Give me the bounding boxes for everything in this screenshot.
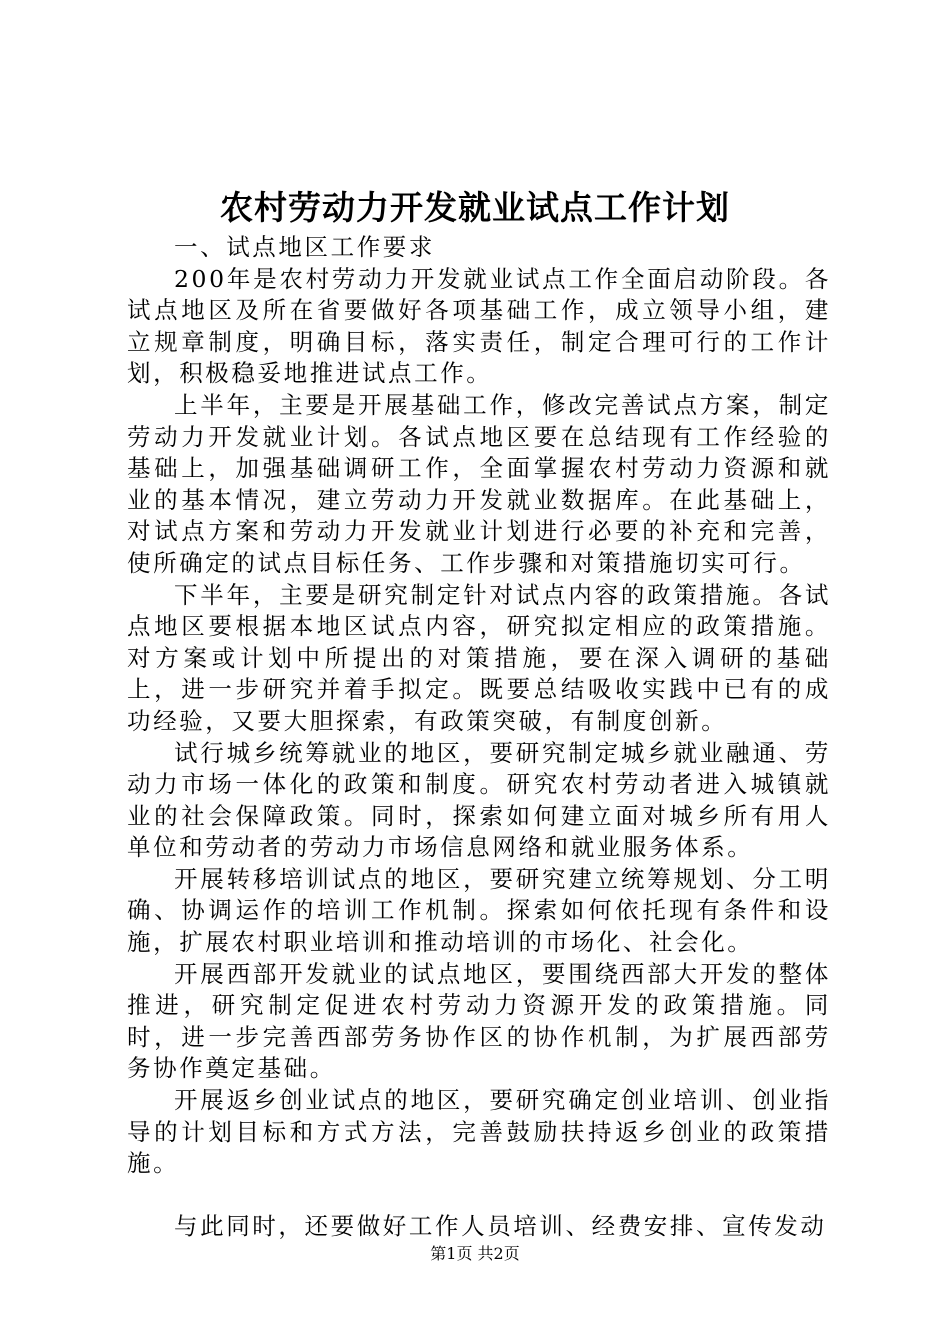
paragraph: 试行城乡统筹就业的地区，要研究制定城乡就业融通、劳动力市场一体化的政策和制度。研究农村劳动者进入城镇就业的社会保障政策。同时，探索如何建立面对城乡所有用人单位和劳动者的劳动力市场信息网络和就业服务体系。: [127, 738, 831, 862]
paragraph: 开展转移培训试点的地区，要研究建立统筹规划、分工明确、协调运作的培训工作机制。探索如何依托现有条件和设施，扩展农村职业培训和推动培训的市场化、社会化。: [127, 864, 831, 957]
paragraph: 下半年，主要是研究制定针对试点内容的政策措施。各试点地区要根据本地区试点内容，研究拟定相应的政策措施。对方案或计划中所提出的对策措施，要在深入调研的基础上，进一步研究并着手拟定。既要总结吸收实践中已有的成功经验，又要大胆探索，有政策突破，有制度创新。: [127, 580, 831, 735]
document-body: [127, 232, 831, 1242]
paragraph: 200年是农村劳动力开发就业试点工作全面启动阶段。各试点地区及所在省要做好各项基础工作，成立领导小组，建立规章制度，明确目标，落实责任，制定合理可行的工作计划，积极稳妥地推进试点工作。: [127, 264, 831, 388]
page-number: 第1页 共2页: [430, 1244, 520, 1263]
section-heading: 一、试点地区工作要求: [174, 233, 435, 261]
document-title: 农村劳动力开发就业试点工作计划: [220, 188, 730, 227]
paragraph: 开展返乡创业试点的地区，要研究确定创业培训、创业指导的计划目标和方式方法，完善鼓励扶持返乡创业的政策措施。: [127, 1086, 831, 1178]
paragraph: 上半年，主要是开展基础工作，修改完善试点方案，制定劳动力开发就业计划。各试点地区要在总结现有工作经验的基础上，加强基础调研工作，全面掌握农村劳动力资源和就业的基本情况，建立劳动力开发就业数据库。在此基础上，对试点方案和劳动力开发就业计划进行必要的补充和完善，使所确定的试点目标任务、工作步骤和对策措施切实可行。: [127, 390, 831, 577]
paragraph: 与此同时，还要做好工作人员培训、经费安排、宣传发动: [174, 1211, 827, 1240]
paragraph: 开展西部开发就业的试点地区，要围绕西部大开发的整体推进，研究制定促进农村劳动力资源开发的政策措施。同时，进一步完善西部劳务协作区的协作机制，为扩展西部劳务协作奠定基础。: [127, 959, 831, 1083]
